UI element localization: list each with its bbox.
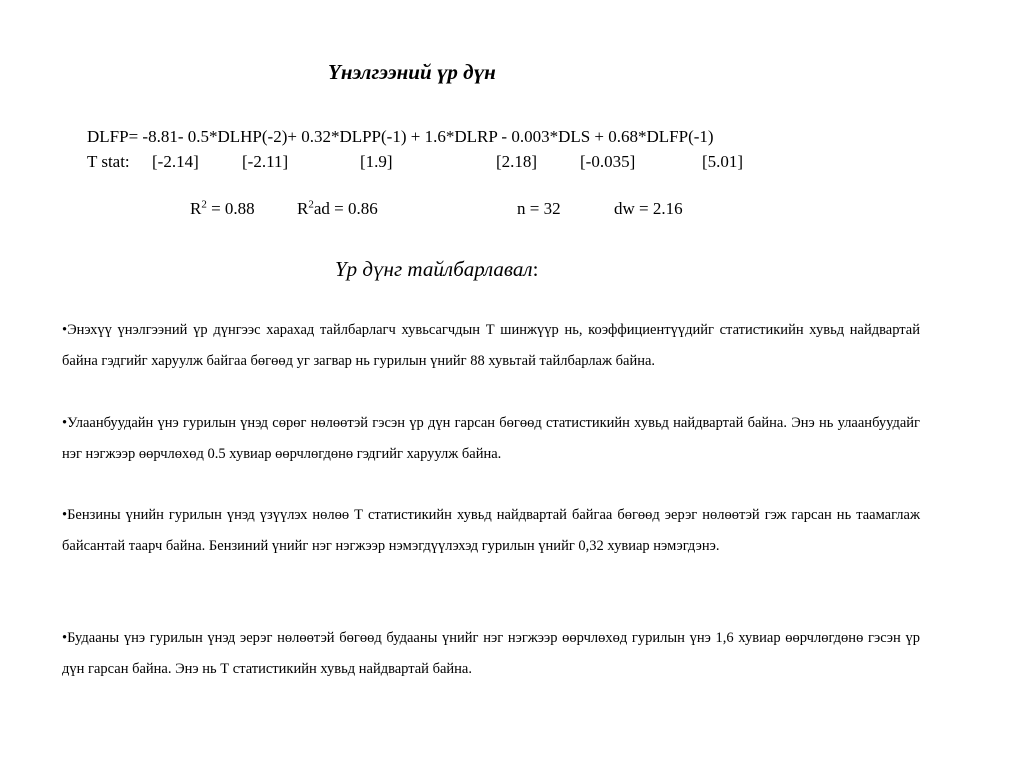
slide-title: Үнэлгээний үр дүн xyxy=(328,60,496,84)
interpretation-paragraph: •Улаанбуудайн үнэ гурилын үнэд сөрөг нөлөөтэй гэсэн үр дүн гарсан бөгөөд статистикийн хувьд найдвартай байна. Энэ нь улаанбуудайг нэг нэгжээр өөрчлөхөд 0.5 хувиар өөрчлөгдөнө гэдгийг харуулж байна. xyxy=(62,415,920,462)
adjusted-r-squared: $R^2ad = 0.86$ xyxy=(297,198,378,218)
t-stat-label: T stat: xyxy=(87,152,130,171)
r-squared: $R^2 = 0.88$ xyxy=(190,198,255,218)
interpretation-paragraph: •Энэхүү үнэлгээний үр дүнгээс харахад тайлбарлагч хувьсагчдын Т шинжүүр нь, коэффициентүүдийг статистикийн хувьд найдвартай байна гэдгийг харуулж байгаа бөгөөд уг загвар нь гурилын үнийг 88 хувьтай тайлбарлаж байна. xyxy=(62,322,920,369)
interpretation-paragraph: •Будааны үнэ гурилын үнэд эерэг нөлөөтэй бөгөөд будааны үнийг нэг нэгжээр өөрчлөхөд гурилын үнэ 1,6 хувиар өөрчлөгдөнө гэсэн үр дүн гарсан байна. Энэ нь Т статистикийн хувьд найдвартай байна. xyxy=(62,630,920,677)
t-stat-value: [1.9] xyxy=(360,152,393,171)
t-stat-row xyxy=(87,152,787,174)
interpretation-heading: Үр дүнг тайлбарлавал: xyxy=(335,257,539,281)
regression-equation: DLFP= -8.81- 0.5*DLHP(-2)+ 0.32*DLPP(-1) + 1.6*DLRP - 0.003*DLS + 0.68*DLFP(-1) xyxy=(87,127,714,146)
interpretation-paragraph: •Бензины үнийн гурилын үнэд үзүүлэх нөлөө Т статистикийн хувьд найдвартай байгаа бөгөөд эерэг нөлөөтэй гэж гарсан нь таамаглаж байсантай таарч байна. Бензиний үнийг нэг нэгжээр нэмэгдүүлэхэд гурилын үнийг 0,32 хувиар нэмэгдэнэ. xyxy=(62,507,920,554)
t-stat-value: [-0.035] xyxy=(580,152,636,171)
t-stat-value: [-2.14] xyxy=(152,152,199,171)
model-stats-row xyxy=(0,199,1024,223)
t-stat-value: [-2.11] xyxy=(242,152,289,171)
sample-size: n = 32 xyxy=(517,199,561,218)
t-stat-value: [5.01] xyxy=(702,152,744,171)
durbin-watson: dw = 2.16 xyxy=(614,199,683,218)
t-stat-value: [2.18] xyxy=(496,152,538,171)
